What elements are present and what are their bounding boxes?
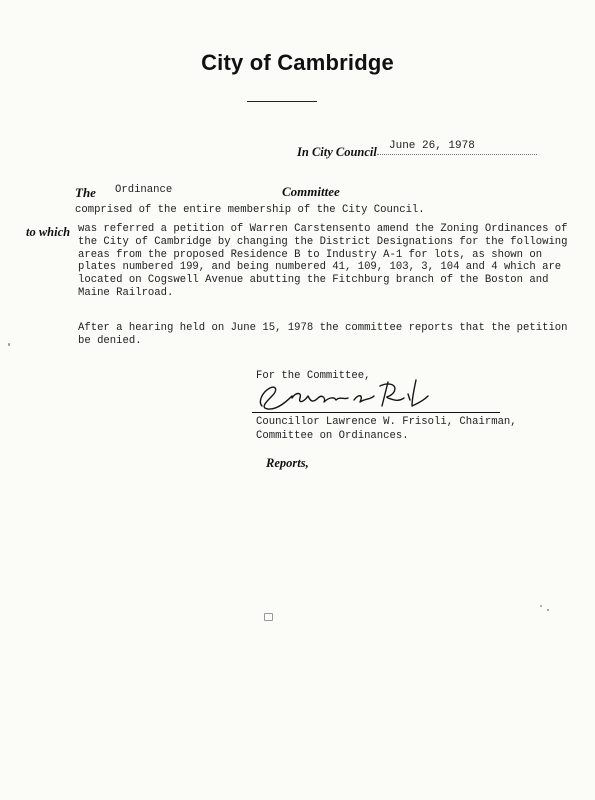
petition-line: plates numbered 199, and being numbered 41, 109, 103, 3, 104 and 4 which are	[78, 261, 562, 274]
petition-line: the City of Cambridge by changing the District Designations for the following	[78, 235, 568, 248]
signer-line: Councillor Lawrence W. Frisoli, Chairman,	[256, 416, 517, 428]
scan-speck	[540, 605, 542, 607]
petition-line: was referred a petition of Warren Carstensento amend the Zoning Ordinances of	[78, 223, 568, 235]
signer-line: Committee on Ordinances.	[256, 429, 409, 442]
petition-line: Maine Railroad.	[78, 286, 174, 299]
scan-mark	[264, 613, 273, 621]
petition-paragraph	[78, 223, 568, 300]
scan-speck	[547, 609, 549, 611]
hearing-line: After a hearing held on June 15, 1978 the committee reports that the petition	[78, 322, 568, 334]
hearing-line: be denied.	[78, 334, 142, 347]
petition-line: located on Cogswell Avenue abutting the Fitchburg branch of the Boston and	[78, 274, 549, 287]
scan-speck	[8, 343, 10, 346]
council-date-field	[377, 140, 537, 155]
committee-label: Committee	[282, 184, 340, 199]
to-which-label: to which	[26, 225, 71, 239]
petition-line: areas from the proposed Residence B to Industry A-1 for lots, as shown on	[78, 248, 543, 261]
hearing-paragraph	[78, 322, 568, 348]
committee-composition: comprised of the entire membership of the City Council.	[75, 204, 425, 216]
the-label: The	[75, 185, 96, 200]
title-underline	[247, 101, 317, 102]
for-committee-label: For the Committee,	[256, 370, 371, 382]
page-title: City of Cambridge	[201, 50, 394, 75]
signer-block	[256, 416, 517, 443]
reports-label: Reports,	[266, 456, 309, 470]
handwritten-signature	[248, 376, 458, 416]
committee-name: Ordinance	[115, 184, 173, 196]
signature-line	[252, 412, 500, 413]
council-date: June 26, 1978	[389, 140, 475, 152]
council-label: In City Council	[297, 145, 377, 159]
